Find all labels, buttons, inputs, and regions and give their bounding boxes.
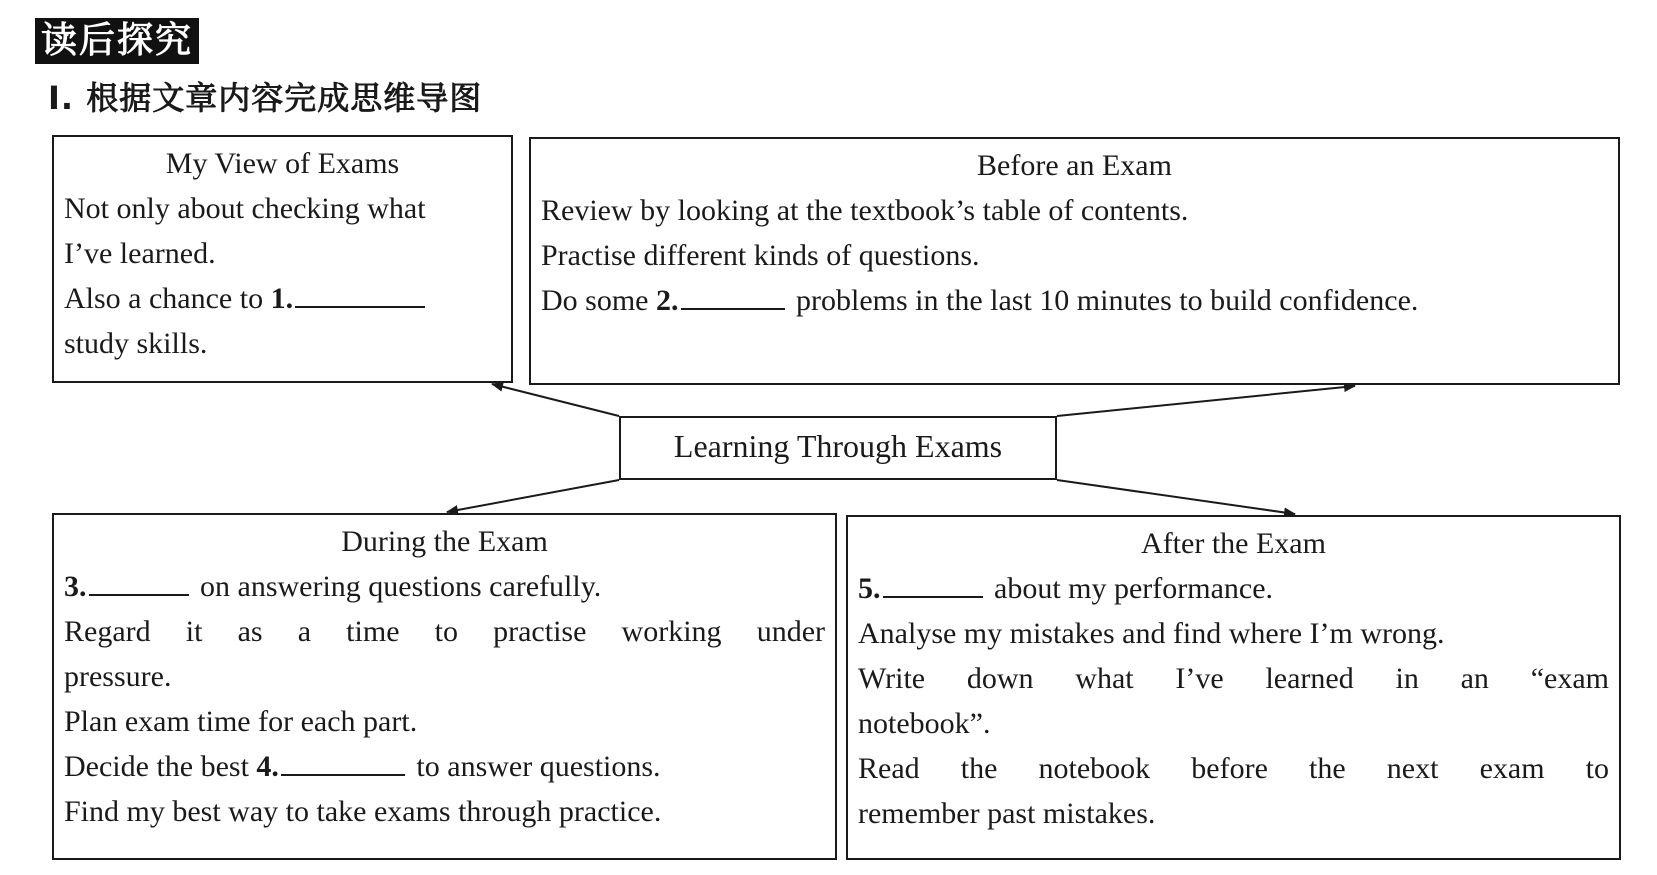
text-line: pressure. xyxy=(64,660,172,693)
text-line: notebook”. xyxy=(858,707,991,740)
answer-blank-4[interactable] xyxy=(281,744,405,776)
box-after-the-exam xyxy=(846,515,1621,860)
text-line-with-blank xyxy=(541,278,1608,323)
text-line: remember past mistakes. xyxy=(858,797,1156,830)
text-line: study skills. xyxy=(64,327,208,360)
text-line-with-blank xyxy=(64,276,501,321)
answer-blank-2[interactable] xyxy=(681,278,785,310)
answer-blank-3[interactable] xyxy=(89,564,189,596)
text-line: Read the notebook before the next exam to xyxy=(858,752,1609,785)
text-line: Regard it as a time to practise working under xyxy=(64,615,825,648)
text-line: Analyse my mistakes and find where I’m wrong. xyxy=(858,617,1445,650)
text-segment: Do some xyxy=(541,284,656,317)
blank-number: 1. xyxy=(270,282,294,315)
blank-number: 5. xyxy=(858,572,881,605)
text-segment: to answer questions. xyxy=(408,750,661,783)
text-segment: on answering questions carefully. xyxy=(192,570,602,603)
text-line: Review by looking at the textbook’s table of contents. xyxy=(541,194,1189,227)
text-line: Find my best way to take exams through practice. xyxy=(64,795,662,828)
center-topic-label: Learning Through Exams xyxy=(673,428,1003,464)
text-segment: Also a chance to xyxy=(64,282,271,315)
text-line-with-blank xyxy=(64,564,825,609)
blank-number: 2. xyxy=(656,284,679,317)
text-line-with-blank xyxy=(858,566,1609,611)
arrow-to-view xyxy=(492,384,619,416)
blank-number: 4. xyxy=(256,750,279,783)
box-my-view-of-exams xyxy=(52,135,513,383)
text-line: Practise different kinds of questions. xyxy=(541,239,980,272)
box-title: My View of Exams xyxy=(165,147,400,180)
text-segment: about my performance. xyxy=(986,572,1274,605)
section-tag: 读后探究 xyxy=(35,18,199,64)
text-line: Write down what I’ve learned in an “exam xyxy=(858,662,1609,695)
box-title: Before an Exam xyxy=(977,149,1172,182)
arrow-to-during xyxy=(447,480,619,512)
box-title: During the Exam xyxy=(341,525,548,558)
text-line: Not only about checking what xyxy=(64,192,426,225)
text-segment: Decide the best xyxy=(64,750,257,783)
text-line: I’ve learned. xyxy=(64,237,216,270)
answer-blank-5[interactable] xyxy=(883,566,983,598)
arrow-to-after xyxy=(1057,480,1295,514)
answer-blank-1[interactable] xyxy=(295,276,425,308)
box-during-the-exam xyxy=(52,513,837,860)
center-topic xyxy=(619,416,1057,480)
text-line: Plan exam time for each part. xyxy=(64,705,418,738)
instruction-heading: Ⅰ. 根据文章内容完成思维导图 xyxy=(48,79,483,117)
blank-number: 3. xyxy=(64,570,87,603)
text-line-with-blank xyxy=(64,744,825,789)
box-title: After the Exam xyxy=(1141,527,1326,560)
text-segment: problems in the last 10 minutes to build confidence. xyxy=(788,284,1419,317)
box-before-an-exam xyxy=(529,137,1620,385)
arrow-to-before xyxy=(1057,386,1355,416)
